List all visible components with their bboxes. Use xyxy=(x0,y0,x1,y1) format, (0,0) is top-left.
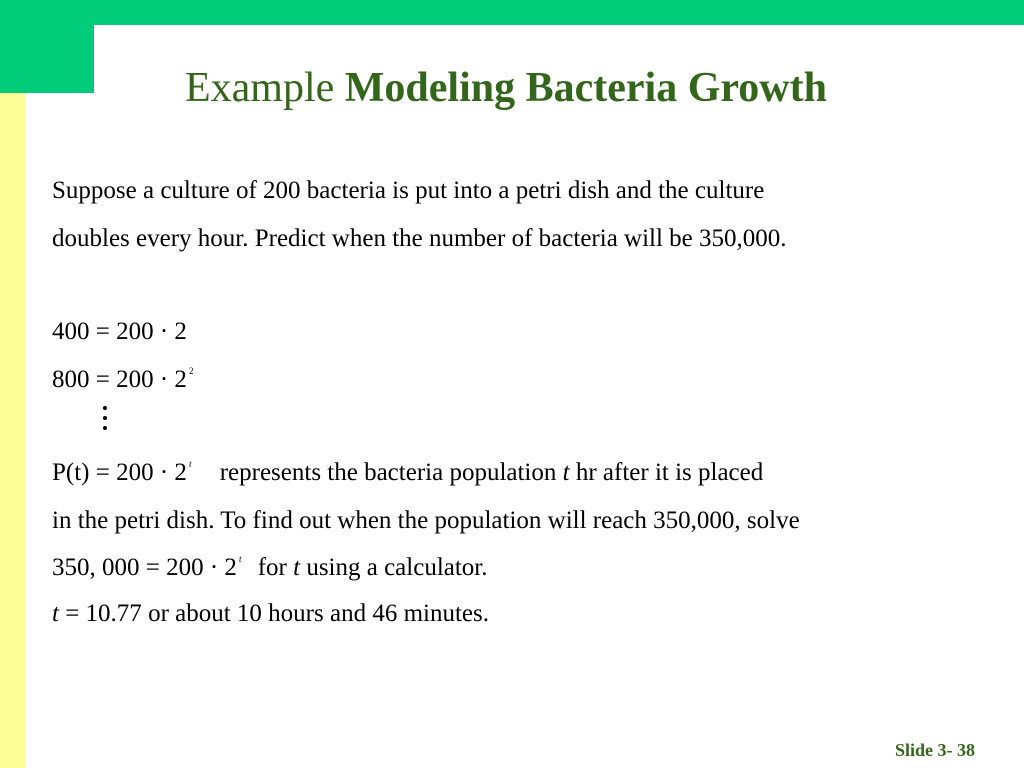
vertical-ellipsis-icon xyxy=(98,406,112,436)
solve-equation: 350, 000 = 200 · 2 xyxy=(52,554,237,581)
left-accent-band xyxy=(0,93,25,768)
equation-400 xyxy=(52,319,187,344)
equation-800 xyxy=(52,367,193,392)
equation-400-text: 400 = 200 · 2 xyxy=(52,318,187,345)
answer-text: or about 10 hours and 46 minutes. xyxy=(148,600,489,627)
title-prefix: Example xyxy=(185,65,335,111)
paragraph-line-1: Suppose a culture of 200 bacteria is put into a petri dish and the culture xyxy=(52,177,765,204)
t-variable: t xyxy=(562,459,570,486)
corner-accent-square xyxy=(0,0,94,93)
slide-number: Slide 3- 38 xyxy=(895,740,976,760)
equation-800-text: 800 = 200 · 2 xyxy=(52,366,187,393)
equation-800-exponent: 2 xyxy=(188,366,194,376)
petri-dish-line: in the petri dish. To find out when the population will reach 350,000, solve xyxy=(52,507,800,534)
slide-title xyxy=(185,67,827,109)
title-main: Modeling Bacteria Growth xyxy=(344,65,827,111)
hr-after-text: hr after it is placed xyxy=(575,459,764,486)
solve-equation-line xyxy=(52,555,488,580)
top-accent-band xyxy=(94,0,1024,25)
for-text: for xyxy=(257,554,287,581)
population-function: P(t) = 200 · 2 xyxy=(52,459,187,486)
using-calculator-text: using a calculator. xyxy=(306,554,488,581)
represents-text: represents the bacteria population xyxy=(219,459,557,486)
solve-equation-exponent: t xyxy=(238,554,242,564)
paragraph-line-2: doubles every hour. Predict when the number of bacteria will be 350,000. xyxy=(52,225,787,252)
population-function-exponent: t xyxy=(188,459,192,469)
t-variable-solve: t xyxy=(293,554,301,581)
answer-value: = 10.77 xyxy=(65,600,142,627)
answer-variable: t xyxy=(52,600,59,627)
answer-line xyxy=(52,601,489,626)
population-function-line xyxy=(52,460,763,485)
